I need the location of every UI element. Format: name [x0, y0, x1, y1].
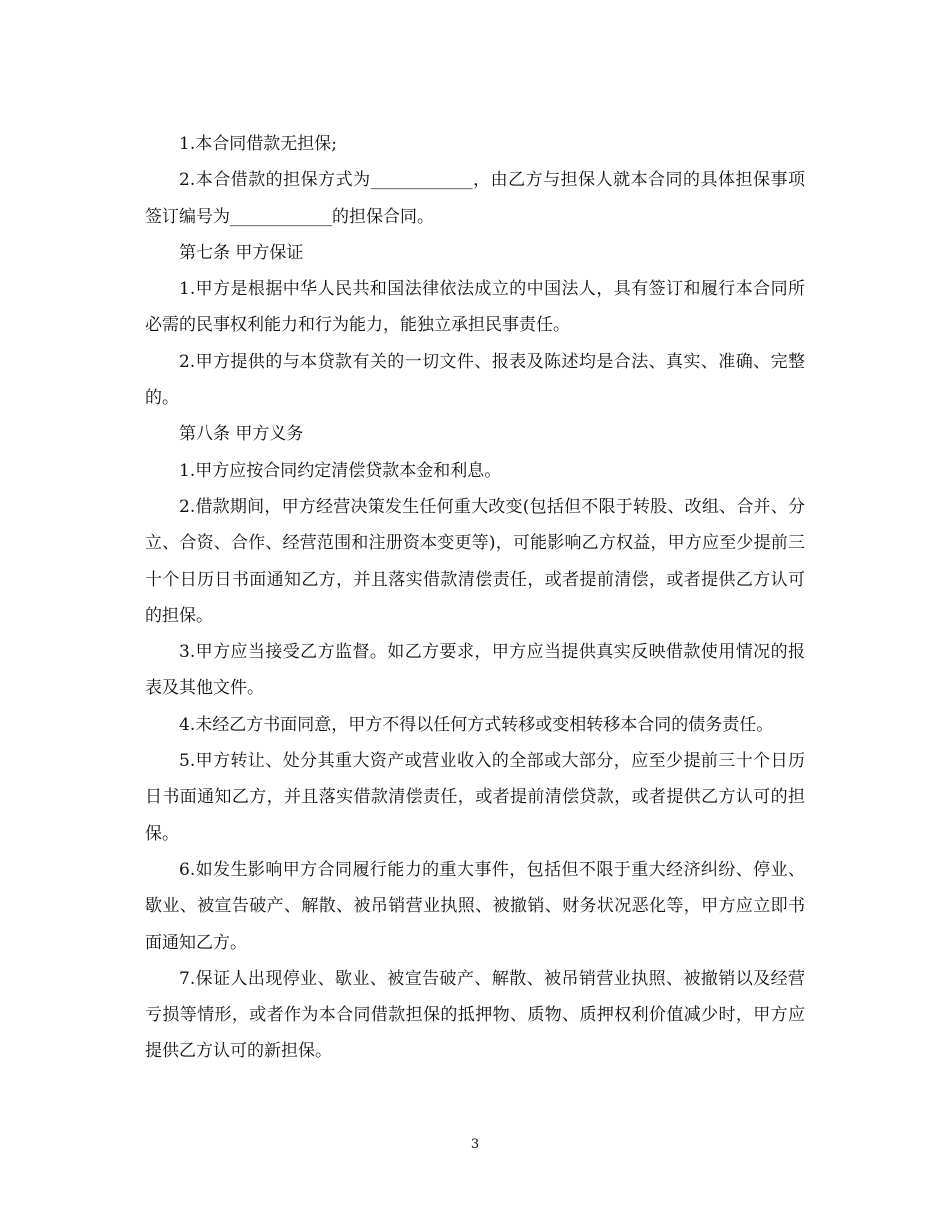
clause-8-item-1: 1.甲方应按合同约定清偿贷款本金和利息。: [179, 460, 502, 481]
clause-6-item-2: 2.本合借款的担保方式为____________，由乙方与担保人就本合同的具体担保事项签订编号为____________的担保合同。: [145, 170, 805, 227]
clause-7-item-2: 2.甲方提供的与本贷款有关的一切文件、报表及陈述均是合法、真实、准确、完整的。: [145, 351, 805, 409]
clause-6-item-1: 1.本合同借款无担保;: [179, 134, 337, 154]
clause-7-item-1: 1.甲方是根据中华人民共和国法律依法成立的中国法人，具有签订和履行本合同所必需的民事权利能力和行为能力，能独立承担民事责任。: [145, 279, 805, 336]
clause-8-item-5: 5.甲方转让、处分其重大资产或营业收入的全部或大部分，应至少提前三十个日历日书面通知乙方，并且落实借款清偿责任，或者提前清偿贷款，或者提供乙方认可的担保。: [145, 751, 805, 844]
clause-8-item-6: 6.如发生影响甲方合同履行能力的重大事件，包括但不限于重大经济纠纷、停业、歇业、被宣告破产、解散、被吊销营业执照、被撤销、财务状况恶化等，甲方应立即书面通知乙方。: [145, 859, 805, 953]
clause-8-item-2: 2.借款期间，甲方经营决策发生任何重大改变(包括但不限于转股、改组、合并、分立、合资、合作、经营范围和注册资本变更等)，可能影响乙方权益，甲方应至少提前三十个日历日书面通知乙方，并且落实借款清偿责任，或者提前清偿，或者提供乙方认可的担保。: [145, 496, 805, 626]
clause-8-item-4: 4.未经乙方书面同意，甲方不得以任何方式转移或变相转移本合同的债务责任。: [179, 714, 774, 735]
page-number: 3: [470, 1137, 480, 1152]
document-body: [145, 126, 805, 1070]
clause-8-heading: 第八条 甲方义务: [179, 424, 304, 445]
clause-8-item-7: 7.保证人出现停业、歇业、被宣告破产、解散、被吊销营业执照、被撤销以及经营亏损等情形，或者作为本合同借款担保的抵押物、质物、质押权利价值减少时，甲方应提供乙方认可的新担保。: [145, 968, 805, 1062]
clause-7-heading: 第七条 甲方保证: [179, 242, 304, 263]
clause-8-item-3: 3.甲方应当接受乙方监督。如乙方要求，甲方应当提供真实反映借款使用情况的报表及其他文件。: [145, 642, 805, 699]
